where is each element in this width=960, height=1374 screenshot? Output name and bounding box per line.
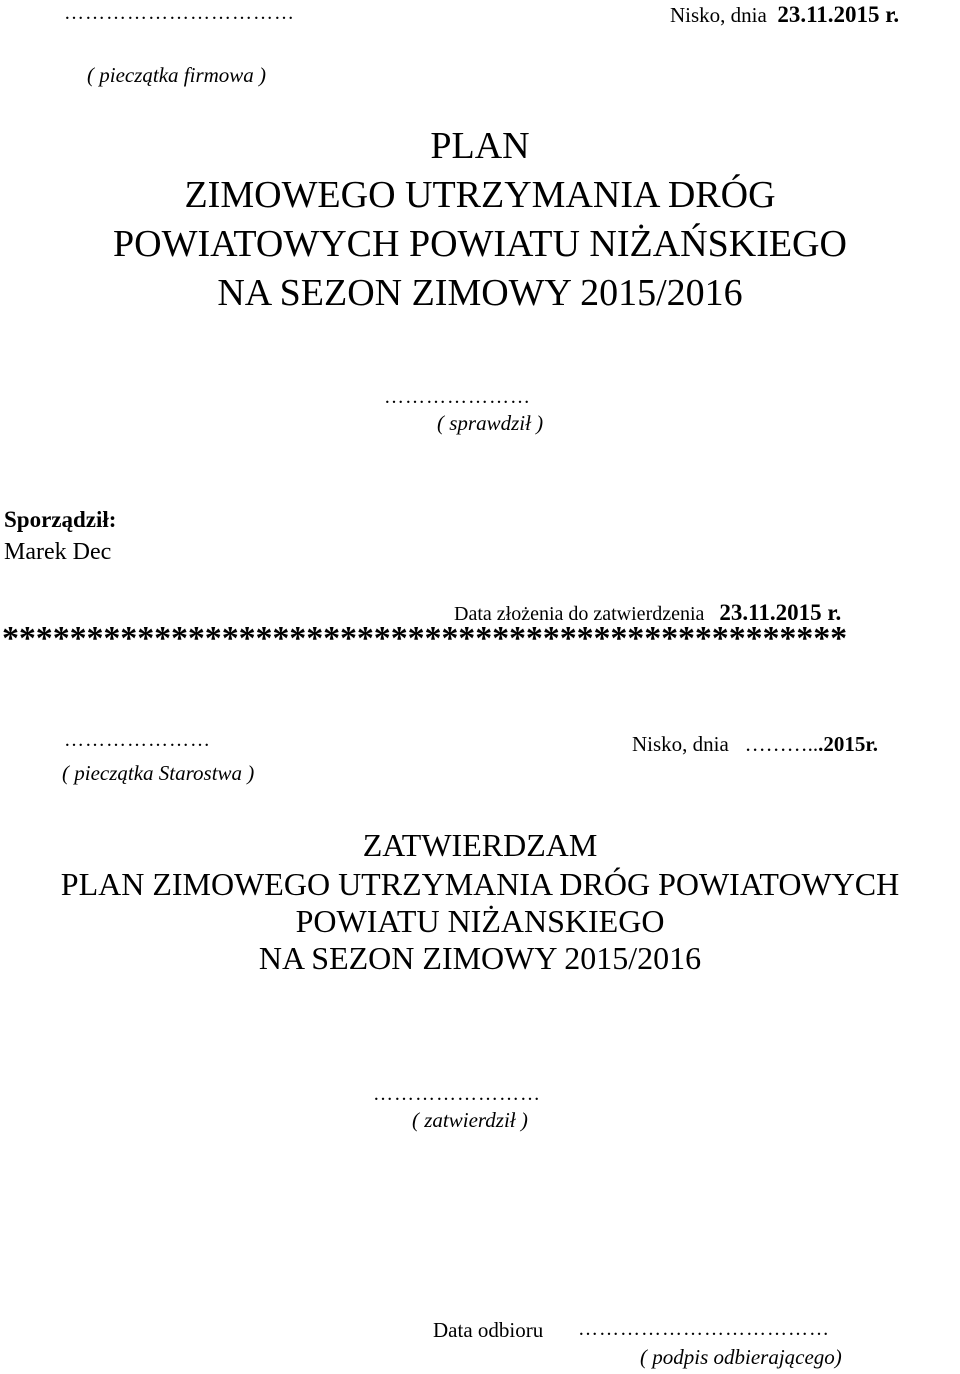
title-line-3: POWIATOWYCH POWIATU NIŻAŃSKIEGO (113, 223, 847, 265)
place-date-value: 23.11.2015 r. (777, 2, 900, 27)
title-line-1: PLAN (430, 125, 530, 167)
title-line-4: NA SEZON ZIMOWY 2015/2016 (217, 272, 743, 314)
starostwo-stamp-dots: ………………… (64, 729, 211, 751)
separator-stars: ************************************************** (2, 620, 848, 657)
approval-title-line-2: PLAN ZIMOWEGO UTRZYMANIA DRÓG POWIATOWYCH (60, 866, 900, 902)
checked-signature-dots: ………………… (384, 386, 531, 408)
starostwo-stamp-label: ( pieczątka Starostwa ) (62, 761, 255, 785)
receipt-label: Data odbioru (433, 1318, 544, 1342)
submission-label: Data złożenia do zatwierdzenia (454, 603, 705, 625)
approval-title-line-3: POWIATU NIŻANSKIEGO (295, 903, 665, 939)
place-date (670, 2, 899, 28)
approval-place-date (632, 732, 878, 757)
receipt-signature-label: ( podpis odbierającego) (640, 1345, 842, 1369)
place-date-prefix: Nisko, dnia (670, 3, 767, 27)
approval-place-date-prefix: Nisko, dnia (632, 732, 729, 756)
approval-place-date-suffix: .2015r. (818, 732, 878, 756)
company-stamp-dots: …………………………… (64, 2, 295, 24)
approved-label: ( zatwierdził ) (412, 1108, 528, 1132)
checked-label: ( sprawdził ) (437, 411, 544, 435)
prepared-name: Marek Dec (4, 539, 112, 565)
approval-title-line-1: ZATWIERDZAM (362, 827, 598, 863)
submission-date: 23.11.2015 r. (719, 600, 842, 625)
approval-place-date-dots: ……….. (744, 732, 819, 756)
approval-title-line-4: NA SEZON ZIMOWY 2015/2016 (258, 940, 702, 976)
company-stamp-label: ( pieczątka firmowa ) (87, 63, 267, 87)
title-line-2: ZIMOWEGO UTRZYMANIA DRÓG (184, 174, 776, 216)
receipt-signature-dots: ……………………………… (578, 1318, 830, 1340)
approved-signature-dots: …………………… (373, 1083, 541, 1105)
prepared-label: Sporządził: (4, 507, 117, 532)
